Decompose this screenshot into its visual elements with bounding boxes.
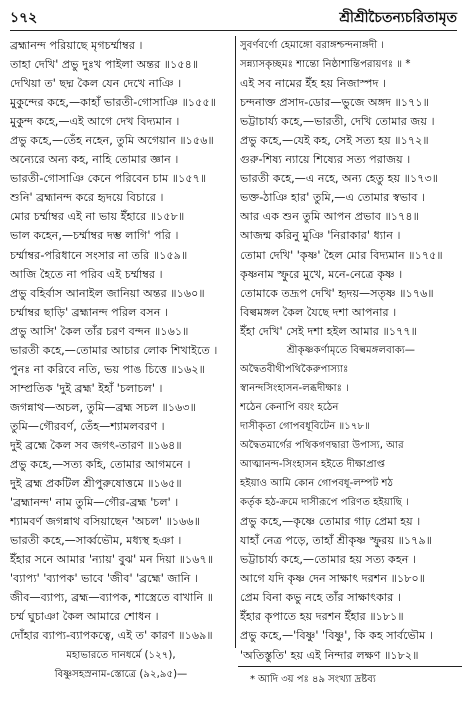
verse-line: চন্দনাক্ত প্রসাদ-ডোর—ভুজে অঙ্গদ ॥১৭১॥ bbox=[240, 96, 430, 110]
verse-line: প্রভু কহে,—তেঁহ নহেন, তুমি অগেয়ান ॥১৫৬॥ bbox=[10, 134, 214, 148]
verse-line: মুকুন্দের কহে,—কাহাঁ ভারতী-গোসাঞি ॥১৫৫॥ bbox=[10, 96, 217, 110]
verse-line: তোমা দেখি' 'কৃষ্ণ' হৈল মোর বিদ্যমান ॥১৭৫॥ bbox=[240, 248, 443, 262]
verse-line: বিল্বমঙ্গল কৈল যৈছে দশা আপনার । bbox=[240, 305, 397, 319]
verse-line: ইঁহার সনে আমার 'ন্যায়' বুঝ' মন দিয়া ॥১৬৭॥ bbox=[10, 553, 214, 567]
verse-line: ভারতী-গোসাঞি কেনে পরিবেন চাম ॥১৫৭॥ bbox=[10, 172, 207, 186]
source-reference: বিষ্ণুসহস্রনাম-স্তোত্রে (৯২,৯৫)— bbox=[54, 668, 188, 680]
quote-heading: শ্রীকৃষ্ণকর্ণামৃতে বিল্বমঙ্গলবাক্য— bbox=[287, 344, 415, 356]
verse-line: আগে যদি কৃষ্ণ দেন সাক্ষাৎ দরশন ॥১৮০॥ bbox=[240, 572, 426, 586]
verse-line: ব্রহ্মানন্দ পরিয়াছে মৃগচর্ম্মাম্বর । bbox=[10, 39, 143, 52]
sanskrit-verse-line: সন্ন্যাসকৃচ্ছমঃ শান্তো নিষ্ঠাশান্তিপরায়ণঃ ॥ * bbox=[240, 59, 411, 71]
verse-line: তোমাকে তদ্রূপ দেখি' হৃদয়—সতৃষ্ণ ॥১৭৬॥ bbox=[240, 286, 434, 300]
page-header bbox=[10, 6, 457, 26]
translation-line: অদ্বৈতমার্গের পথিকগণদ্বারা উপাস্য, আর bbox=[240, 439, 404, 451]
verse-line: শুনি' ব্রহ্মানন্দ করে হৃদয়ে বিচারে । bbox=[10, 191, 164, 205]
verse-line: প্রভু কহে,—'বিষ্ণু' 'বিষ্ণু', কি কহ সার্বভৌম । bbox=[240, 629, 433, 643]
verse-line: 'অতিস্তুতি' হয় এই নিন্দার লক্ষণ ॥১৮২॥ bbox=[240, 648, 419, 662]
verse-line: মুকুন্দ কহে,—এই আগে দেখ বিদ্যমান । bbox=[10, 115, 180, 129]
verse-line: যাহাঁ নেত্র পড়ে, তাহাঁ শ্রীকৃষ্ণ স্ফুরয় ॥১৭৯॥ bbox=[240, 534, 433, 548]
footnote: * আদি ৩য় পঃ ৪৯ সংখ্যা দ্রষ্টব্য bbox=[250, 674, 376, 685]
verse-line: দেখিয়া ত' ছদ্ম কৈল যেন দেখে নাঞি । bbox=[10, 77, 182, 91]
verse-line: ভট্টাচার্য্য কহে,—তোমার হয় সত্য কহন । bbox=[240, 553, 416, 567]
verse-line: দুই ব্রহ্মে কৈল সব জগৎ-তারণ ॥১৬৪॥ bbox=[10, 438, 182, 452]
verse-line: পুনঃ না করিবে নতি, ভয় পাঙ চিত্তে ॥১৬২॥ bbox=[10, 362, 205, 376]
column-divider bbox=[235, 36, 236, 648]
verse-line: তুমি—গৌরবর্ণ, তেঁহ—শ্যামলবরণ । bbox=[10, 419, 165, 433]
header-rule bbox=[10, 30, 457, 31]
left-column bbox=[10, 36, 232, 684]
translation-line: আত্মানন্দ-সিংহাসন হইতে দীক্ষাপ্রাপ্ত bbox=[240, 459, 386, 471]
verse-line: ইঁহা দেখি' সেই দশা হইল আমার ॥১৭৭॥ bbox=[240, 324, 417, 338]
verse-line: দোঁহার ব্যাপ্য-ব্যাপকত্বে, এই ত' কারণ ॥১৬৯॥ bbox=[10, 629, 213, 643]
sanskrit-verse-line: অদ্বৈতবীথীপথিকৈরুপাস্যাঃ bbox=[240, 363, 349, 375]
verse-line: আজি হৈতে না পরিব এই চর্ম্মাম্বর । bbox=[10, 267, 163, 281]
verse-line: গুরু-শিষ্য ন্যায়ে শিষ্যের সত্য পরাজয় । bbox=[240, 153, 411, 167]
verse-line: প্রভু কহে,—যেই কহ, সেই সত্য হয় ॥১৭২॥ bbox=[240, 134, 429, 148]
verse-line: এই সব নামের ইঁহ হয় নিজাস্পদ । bbox=[240, 77, 387, 91]
verse-line: ভট্টাচার্য্য কহে,—ভারতী, দেখি তোমার জয় । bbox=[240, 115, 435, 129]
footnote-rule bbox=[238, 666, 462, 667]
verse-line: অন্যেরে অন্য কহ, নাহি তোমার জ্ঞান । bbox=[10, 153, 179, 167]
verse-line: ভক্ত-ঠাঞি হার' তুমি,—এ তোমার স্বভাব । bbox=[240, 191, 426, 205]
translation-line: হইয়াও আমি কোন গোপবধূ-লম্পট শঠ bbox=[240, 478, 393, 490]
verse-line: ভাল কহেন,—চর্ম্মাম্বর দম্ভ লাগি' পরি । bbox=[10, 229, 179, 243]
verse-line: তাহা দেখি' প্রভু দুঃখ পাইলা অন্তর ॥১৫৪॥ bbox=[10, 58, 199, 72]
page-number: ১৭২ bbox=[10, 10, 38, 26]
verse-line: কৃষ্ণনাম স্ফুরে মুখে, মনে-নেত্রে কৃষ্ণ । bbox=[240, 267, 403, 281]
sanskrit-verse-line: শঠেন কেনাপি বয়ং হঠেন bbox=[240, 401, 339, 413]
verse-line: চর্ম্মাম্বর ছাড়ি' ব্রহ্মানন্দ পরিল বসন । bbox=[10, 305, 168, 319]
verse-line: মোর চর্ম্মাম্বর এই না ভায় ইঁহারে ॥১৫৮॥ bbox=[10, 210, 185, 224]
verse-line: সাম্প্রতিক 'দুই ব্রহ্ম' ইহাঁ 'চলাচল' । bbox=[10, 381, 163, 395]
source-reference: মহাভারতে দানধর্মে (১২৭), bbox=[66, 649, 176, 661]
sanskrit-verse-line: স্বানন্দসিংহাসন-লব্ধদীক্ষাঃ । bbox=[240, 382, 349, 394]
verse-line: দুই ব্রহ্ম প্রকটিল শ্রীপুরুষোত্তমে ॥১৬৫॥ bbox=[10, 477, 182, 491]
book-title: শ্রীশ্রীচৈতন্যচরিতামৃত bbox=[339, 10, 457, 26]
verse-line: প্রভু বহির্বাস আনাইল জানিয়া অন্তর ॥১৬০॥ bbox=[10, 286, 205, 300]
sanskrit-verse-line: সুবর্ণবর্ণো হেমাঙ্গো বরাঙ্গশ্চন্দনাঙ্গদী । bbox=[240, 40, 384, 51]
verse-line: প্রেম বিনা কভু নহে তাঁর সাক্ষাৎকার । bbox=[240, 591, 401, 605]
verse-line: আজন্ম করিনু মুঞি 'নিরাকার' ধ্যান । bbox=[240, 229, 401, 243]
verse-line: প্রভু কহে,—সত্য কহি, তোমার আগমনে । bbox=[10, 458, 191, 472]
right-column bbox=[240, 36, 462, 665]
verse-line: ভারতী কহে,—এ নহে, অন্য হেতু হয় ॥১৭৩॥ bbox=[240, 172, 439, 186]
verse-line: 'ব্রহ্মানন্দ' নাম তুমি—গৌর-ব্রহ্ম 'চল' । bbox=[10, 496, 179, 510]
verse-line: ইঁহার কৃপাতে হয় দরশন ইঁহার ॥১৮১॥ bbox=[240, 610, 404, 624]
translation-line: কর্তৃক হঠ-ক্রমে দাসীরূপে পরিণত হইয়াছি । bbox=[240, 497, 409, 509]
verse-line: শ্যামবর্ণ জগন্নাথ বসিয়াছেন 'অচল' ॥১৬৬॥ bbox=[10, 515, 201, 529]
verse-line: প্রভু কহে,—কৃষ্ণে তোমার গাঢ় প্রেমা হয় । bbox=[240, 515, 421, 529]
verse-line: 'ব্যাপ্য' 'ব্যাপক' ভাবে 'জীব' 'ব্রহ্মে' জানি । bbox=[10, 572, 199, 586]
verse-line: জগন্নাথ—অচল, তুমি—ব্রহ্ম সচল ॥১৬৩॥ bbox=[10, 400, 196, 414]
verse-line: জীব—ব্যাপ্য, ব্রহ্ম—ব্যাপক, শাস্ত্রেতে বাখানি ॥ bbox=[10, 591, 214, 605]
verse-line: ভারতী কহে,—সার্ব্বভৌম, মধ্যস্থ হঞা । bbox=[10, 534, 182, 548]
verse-line: চর্ম্মাম্বর-পরিধানে সংসার না তরি ॥১৫৯॥ bbox=[10, 248, 188, 262]
verse-line: আর এক শুন তুমি আপন প্রভাব ॥১৭৪॥ bbox=[240, 210, 419, 224]
verse-line: চর্ম্ম ঘুচাঞা কৈল আমারে শোধন । bbox=[10, 610, 159, 624]
verse-line: ভারতী কহে,—তোমার আচার লোক শিখাইতে । bbox=[10, 343, 218, 357]
verse-line: প্রভু আসি' কৈল তাঁর চরণ বন্দন ॥১৬১॥ bbox=[10, 324, 189, 338]
sanskrit-verse-line: দাসীকৃতা গোপবধূবিটেন ॥১৭৮॥ bbox=[240, 420, 370, 432]
